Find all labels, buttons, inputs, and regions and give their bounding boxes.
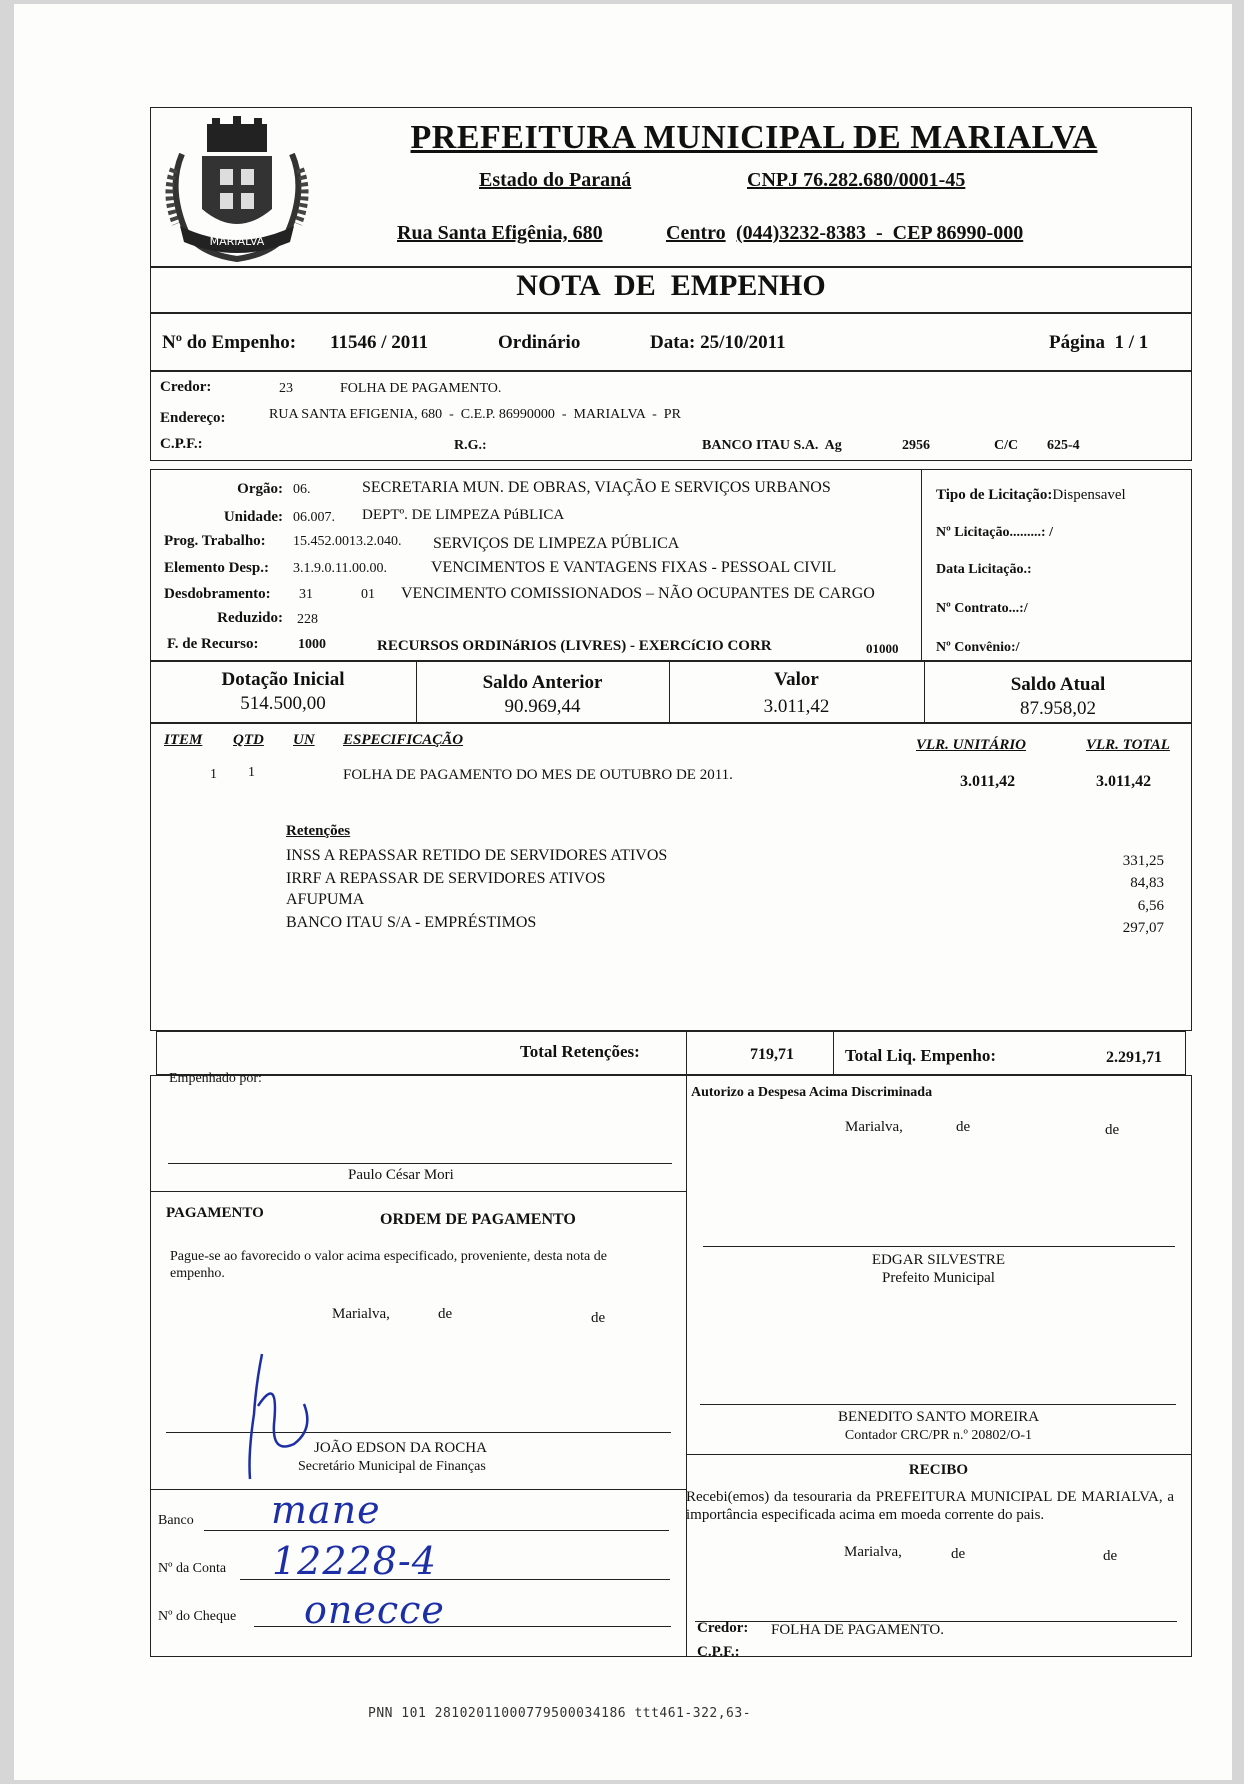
saldo-anterior-label: Saldo Anterior <box>482 672 603 693</box>
orgao-name: SECRETARIA MUN. DE OBRAS, VIAÇÃO E SERVIÇOS URBANOS <box>362 479 831 496</box>
item-total-value: 3.011,42 <box>1096 773 1152 790</box>
recurso-sub: 01000 <box>866 641 899 656</box>
autorizo-city: Marialva, <box>845 1119 903 1135</box>
pagamento-de-2: de <box>591 1310 606 1326</box>
banco-label: Banco <box>158 1513 194 1528</box>
header-phone-cep: (044)3232-8383 - CEP 86990-000 <box>736 222 1024 244</box>
desdobramento-name: VENCIMENTO COMISSIONADOS – NÃO OCUPANTES DE CARGO <box>401 585 875 602</box>
col-especificacao: ESPECIFICAÇÃO <box>343 732 464 748</box>
cpf-label: C.P.F.: <box>160 436 203 452</box>
secretary-role: Secretário Municipal de Finanças <box>298 1459 486 1474</box>
desdobramento-code: 31 <box>299 587 313 602</box>
retencao-value: 297,07 <box>1122 920 1164 936</box>
item-spec: FOLHA DE PAGAMENTO DO MES DE OUTUBRO DE 2011. <box>343 767 733 783</box>
orgao-code: 06. <box>293 482 311 497</box>
cc-value: 625-4 <box>1047 438 1080 453</box>
banco-handwriting: mane <box>271 1488 381 1532</box>
retencao-desc: AFUPUMA <box>286 891 365 908</box>
address-value: RUA SANTA EFIGENIA, 680 - C.E.P. 86990000 - MARIALVA - PR <box>269 407 681 422</box>
valor-value: 3.011,42 <box>763 696 830 717</box>
convenio-number: Nº Convênio:/ <box>936 640 1020 655</box>
retencao-desc: INSS A REPASSAR RETIDO DE SERVIDORES ATIVOS <box>286 847 668 864</box>
tipo-licitacao-label: Tipo de Licitação: <box>936 487 1053 503</box>
cheque-label: Nº do Cheque <box>158 1609 237 1624</box>
empenhado-name: Paulo César Mori <box>348 1167 454 1183</box>
elemento-label: Elemento Desp.: <box>164 560 269 576</box>
cc-label: C/C <box>994 438 1019 453</box>
elemento-code: 3.1.9.0.11.00.00. <box>293 561 387 576</box>
credor-name: FOLHA DE PAGAMENTO. <box>340 381 502 396</box>
bank-name: BANCO ITAU S.A. Ag <box>702 438 842 453</box>
dotacao-value: 514.500,00 <box>240 693 326 714</box>
unidade-label: Unidade: <box>223 509 283 525</box>
retencao-desc: BANCO ITAU S/A - EMPRÉSTIMOS <box>286 914 537 931</box>
header-cnpj: CNPJ 76.282.680/0001-45 <box>747 169 966 191</box>
item-number: 1 <box>210 767 217 782</box>
page-number: Página 1 / 1 <box>1049 332 1149 353</box>
address-label: Endereço: <box>160 410 226 426</box>
accountant-signature-line <box>700 1404 1176 1405</box>
retencao-value: 84,83 <box>1130 875 1164 891</box>
pagamento-city: Marialva, <box>332 1306 390 1322</box>
municipal-crest-icon <box>162 114 312 264</box>
doc-title: NOTA DE EMPENHO <box>516 269 826 302</box>
desdobramento-label: Desdobramento: <box>164 586 271 602</box>
total-retencoes-value: 719,71 <box>750 1046 794 1063</box>
recibo-credor-value: FOLHA DE PAGAMENTO. <box>771 1622 944 1638</box>
desdobramento-sub: 01 <box>361 587 375 602</box>
valor-label: Valor <box>774 669 819 690</box>
contrato-number: Nº Contrato...:/ <box>936 601 1028 616</box>
orgao-label: Orgão: <box>237 481 283 497</box>
credor-code: 23 <box>279 381 293 396</box>
recibo-text: Recebi(emos) da tesouraria da PREFEITURA MUNICIPAL DE MARIALVA, a importância especificada acima em moeda corrente do pais. <box>686 1489 1174 1523</box>
empenhado-signature-line <box>168 1163 672 1164</box>
mayor-role: Prefeito Municipal <box>882 1270 995 1286</box>
autorizo-text: Autorizo a Despesa Acima Discriminada <box>691 1085 933 1100</box>
accountant-name: BENEDITO SANTO MOREIRA <box>837 1409 1040 1425</box>
recibo-credor-label: Credor: <box>697 1620 749 1636</box>
bank-agency: 2956 <box>902 438 930 453</box>
totals-retencoes-box <box>156 1031 1186 1075</box>
autorizo-de-2: de <box>1105 1122 1120 1138</box>
conta-handwriting: 12228-4 <box>272 1539 437 1583</box>
total-liquido-value: 2.291,71 <box>1106 1049 1162 1066</box>
recurso-label: F. de Recurso: <box>167 636 259 652</box>
col-qtd: QTD <box>233 732 264 748</box>
prog-label: Prog. Trabalho: <box>164 533 266 549</box>
rg-label: R.G.: <box>454 438 487 453</box>
recurso-code: 1000 <box>298 637 326 652</box>
recurso-name: RECURSOS ORDINáRIOS (LIVRES) - EXERCíCIO CORR <box>377 638 772 654</box>
item-qtd: 1 <box>248 765 255 780</box>
accountant-role: Contador CRC/PR n.º 20802/O-1 <box>844 1428 1033 1443</box>
licitacao-number: Nº Licitação.........: / <box>936 525 1053 540</box>
recibo-title: RECIBO <box>908 1462 969 1478</box>
conta-label: Nº da Conta <box>158 1561 227 1576</box>
empenho-number-label: Nº do Empenho: <box>162 332 297 353</box>
header-street: Rua Santa Efigênia, 680 <box>397 222 603 244</box>
recibo-de-2: de <box>1103 1548 1118 1564</box>
retencao-value: 6,56 <box>1137 898 1164 914</box>
header-district: Centro <box>666 222 726 244</box>
reduzido-value: 228 <box>297 612 318 627</box>
header-state: Estado do Paraná <box>479 169 632 191</box>
cheque-handwriting: onecce <box>304 1588 445 1632</box>
col-vlr-total: VLR. TOTAL <box>1086 737 1170 753</box>
ordem-pagamento: ORDEM DE PAGAMENTO <box>380 1211 576 1228</box>
footer-code: PNN 101 28102011000779500034186 ttt461-322,63- <box>368 1706 752 1721</box>
col-vlr-unitario: VLR. UNITÁRIO <box>916 737 1027 753</box>
total-retencoes-label: Total Retenções: <box>520 1042 640 1061</box>
reduzido-label: Reduzido: <box>217 610 283 626</box>
autorizo-de-1: de <box>956 1119 971 1135</box>
item-unit-value: 3.011,42 <box>960 773 1016 790</box>
unidade-code: 06.007. <box>293 510 335 525</box>
tipo-licitacao-value: Dispensavel <box>1052 487 1126 503</box>
secretary-name: JOÃO EDSON DA ROCHA <box>314 1440 487 1456</box>
empenho-number: 11546 / 2011 <box>330 332 429 353</box>
pagamento-de-1: de <box>438 1306 453 1322</box>
retencao-desc: IRRF A REPASSAR DE SERVIDORES ATIVOS <box>286 870 606 887</box>
mayor-name: EDGAR SILVESTRE <box>871 1252 1006 1268</box>
svg-text:MARIALVA: MARIALVA <box>209 235 265 248</box>
dotacao-label: Dotação Inicial <box>221 669 345 690</box>
recibo-de-1: de <box>951 1546 966 1562</box>
empenho-type: Ordinário <box>498 332 581 353</box>
saldo-anterior-value: 90.969,44 <box>504 696 581 717</box>
saldo-atual-value: 87.958,02 <box>1020 698 1096 719</box>
mayor-signature-line <box>703 1246 1175 1247</box>
pagamento-label: PAGAMENTO <box>166 1205 264 1221</box>
tipo-licitacao <box>936 487 1126 504</box>
header-title: PREFEITURA MUNICIPAL DE MARIALVA <box>410 119 1098 156</box>
credor-label: Credor: <box>160 379 212 395</box>
col-item: ITEM <box>164 732 203 748</box>
recibo-cpf-label: C.P.F.: <box>697 1644 740 1660</box>
retencoes-title: Retenções <box>286 823 351 839</box>
empenhado-label: Empenhado por: <box>169 1071 262 1086</box>
empenho-date: Data: 25/10/2011 <box>650 332 786 353</box>
total-liquido-label: Total Liq. Empenho: <box>845 1046 996 1065</box>
prog-name: SERVIÇOS DE LIMPEZA PÚBLICA <box>433 535 680 552</box>
prog-code: 15.452.0013.2.040. <box>293 534 402 549</box>
retencao-value: 331,25 <box>1122 853 1164 869</box>
col-un: UN <box>293 732 315 748</box>
document-page <box>14 4 1232 1780</box>
unidade-name: DEPTº. DE LIMPEZA PúBLICA <box>362 507 565 523</box>
licitacao-date: Data Licitação.: <box>936 562 1032 577</box>
saldo-atual-label: Saldo Atual <box>1010 674 1106 695</box>
recibo-city: Marialva, <box>844 1544 902 1560</box>
elemento-name: VENCIMENTOS E VANTAGENS FIXAS - PESSOAL CIVIL <box>431 559 837 576</box>
pagamento-text: Pague-se ao favorecido o valor acima especificado, proveniente, desta nota de empenho. <box>170 1249 607 1281</box>
